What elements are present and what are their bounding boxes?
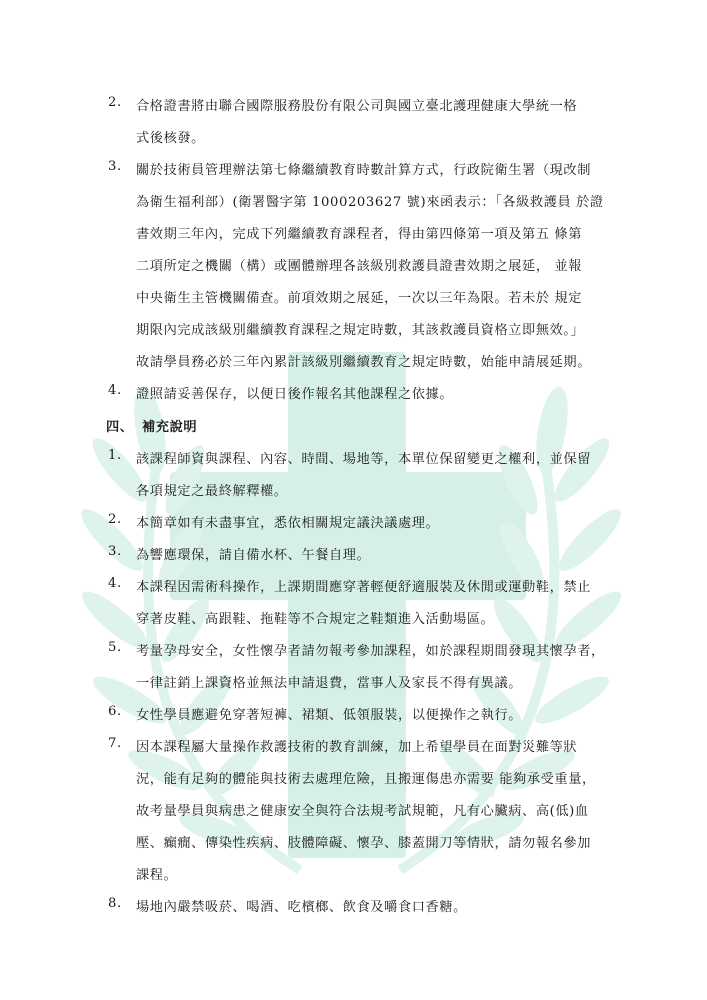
item-text-line: 故請學員務必於三年內累計該級別繼續教育之規定時數，始能申請展延期。 [136,355,591,370]
item-text-line: 各項規定之最終解釋權。 [136,484,288,499]
item-text-line: 合格證書將由聯合國際服務股份有限公司與國立臺北護理健康大學統一格 [136,99,578,114]
item-number: 7. [108,736,122,751]
item-text-line: 本簡章如有未盡事宜，悉依相關規定議決議處理。 [136,516,440,531]
item-text-line: 期限內完成該級別繼續教育課程之規定時數，其該救護員資格立即無效。」 [136,323,585,338]
item-number: 6. [108,704,122,719]
item-number: 5. [108,640,122,655]
item-text-line: 故考量學員與病患之健康安全與符合法規考試規範，凡有心臟病、高(低)血 [136,804,589,819]
item-text-line: 課程。 [136,868,178,883]
item-text-line: 女性學員應避免穿著短褲、裙類、低領服裝，以便操作之執行。 [136,708,523,723]
item-text-line: 穿著皮鞋、高跟鞋、拖鞋等不合規定之鞋類進入活動場區。 [136,612,495,627]
item-number: 8. [108,896,122,911]
item-text-line: 為響應環保，請自備水杯、午餐自理。 [136,548,371,563]
item-number: 3. [108,159,122,174]
item-text-line: 書效期三年內，完成下列繼續教育課程者，得由第四條第一項及第五 條第 [136,227,582,242]
section-number: 四、 [106,420,134,435]
item-number: 2. [108,512,122,527]
item-text-line: 場地內嚴禁吸菸、喝酒、吃檳榔、飲食及嚼食口香糖。 [136,900,467,915]
item-text-line: 一律註銷上課資格並無法申請退費，當事人及家長不得有異議。 [136,676,523,691]
item-text-line: 壓、癲癇、傳染性疾病、肢體障礙、懷孕、膝蓋開刀等情狀，請勿報名參加 [136,836,591,851]
item-number: 1. [108,448,122,463]
section-title: 補充說明 [142,420,198,435]
item-number: 4. [108,383,122,398]
item-number: 3. [108,544,122,559]
item-text-line: 本課程因需術科操作，上課期間應穿著輕便舒適服裝及休閒或運動鞋，禁止 [136,580,591,595]
item-text-line: 該課程師資與課程、內容、時間、場地等，本單位保留變更之權利，並保留 [136,452,591,467]
item-text-line: 考量孕母安全，女性懷孕者請勿報考參加課程，如於課程期間發現其懷孕者， [136,644,605,659]
item-text-line: 中央衛生主管機關備查。前項效期之展延，一次以三年為限。若未於 規定 [136,291,582,306]
item-number: 4. [108,576,122,591]
item-text-line: 為衛生福利部）(衛署醫字第 1000203627 號)來函表示：「各級救護員 於證 [136,195,604,210]
item-text-line: 況，能有足夠的體能與技術去處理危險，且搬運傷患亦需要 能夠承受重量， [136,772,596,787]
item-text-line: 因本課程屬大量操作救護技術的教育訓練，加上希望學員在面對災難等狀 [136,740,578,755]
item-text-line: 二項所定之機關（構）或團體辦理各該級別救護員證書效期之展延， 並報 [136,259,582,274]
item-text-line: 關於技術員管理辦法第七條繼續教育時數計算方式，行政院衛生署（現改制 [136,163,591,178]
item-number: 2. [108,95,122,110]
item-text-line: 式後核發。 [136,131,205,146]
item-text-line: 證照請妥善保存，以便日後作報名其他課程之依據。 [136,387,454,402]
